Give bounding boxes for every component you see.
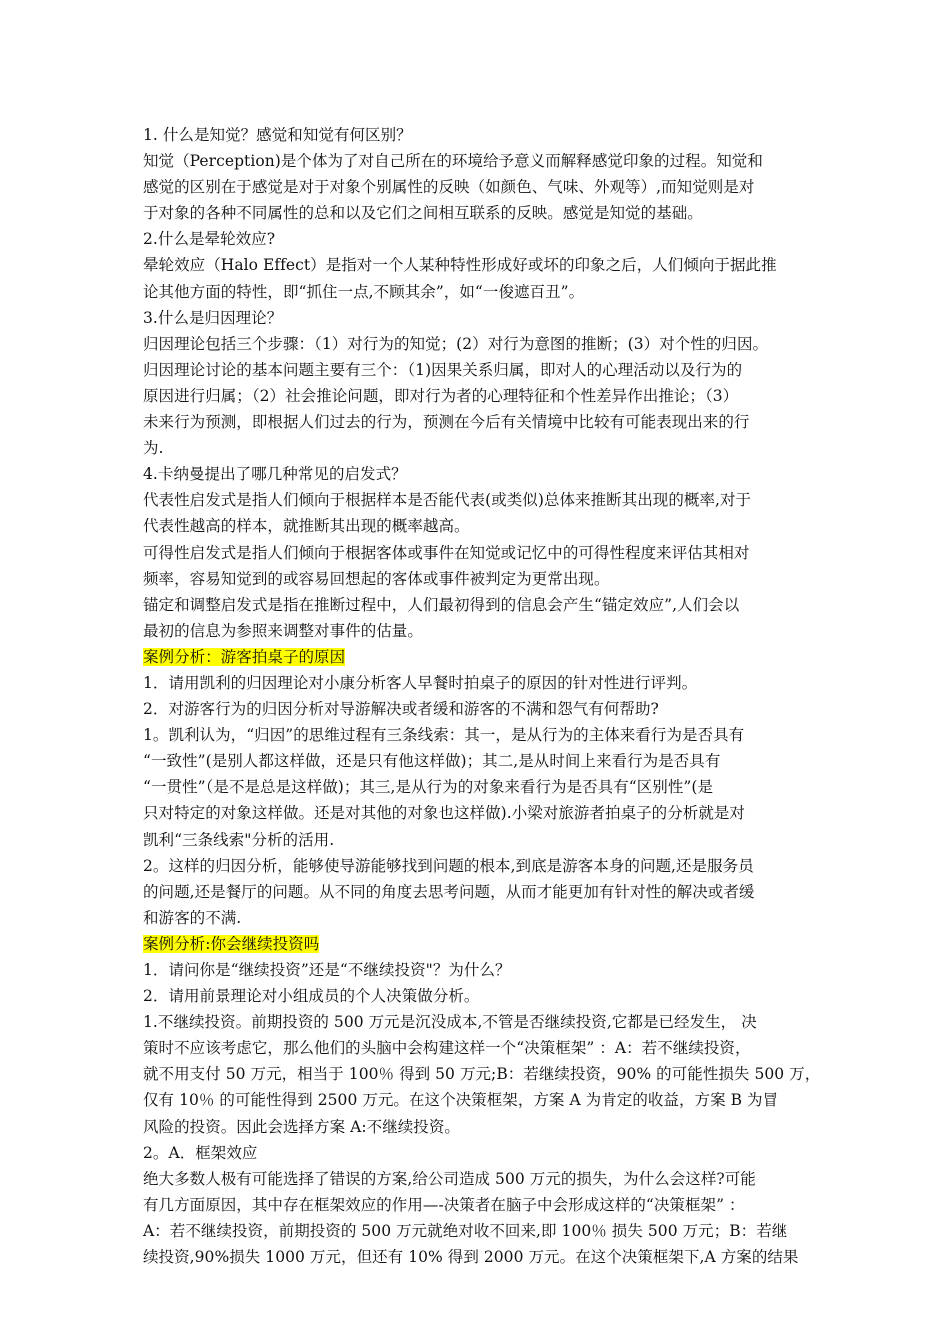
text-line: 就不用支付 50 万元，相当于 100％ 得到 50 万元;B：若继续投资，90% 的可能性损失 500 万， (143, 1065, 821, 1084)
text-line: 1．请问你是“继续投资”还是“不继续投资"？为什么？ (143, 961, 511, 979)
section-heading (143, 931, 813, 957)
text-line: 只对特定的对象这样做。还是对其他的对象也这样做).小梁对旅游者拍桌子的分析就是对 (143, 804, 745, 823)
text-line: 绝大多数人极有可能选择了错误的方案,给公司造成 500 万元的损失，为什么会这样?可能 (143, 1169, 756, 1188)
text-line: 3.什么是归因理论？ (143, 308, 283, 327)
text-line: 1.不继续投资。前期投资的 500 万元是沉没成本,不管是否继续投资,它都是已经发生， 决 (143, 1013, 757, 1032)
text-line: 代表性启发式是指人们倾向于根据样本是否能代表(或类似)总体来推断其出现的概率,对于 (143, 491, 752, 510)
text-line: 代表性越高的样本，就推断其出现的概率越高。 (143, 517, 470, 536)
text-line: 知觉（Perception)是个体为了对自己所在的环境给予意义而解释感觉印象的过程。知觉和 (143, 152, 763, 171)
text-line: 归因理论包括三个步骤：（1）对行为的知觉；(2）对行为意图的推断；(3）对个性的归因。 (143, 334, 769, 353)
text-line: 续投资,90%损失 1000 万元，但还有 10% 得到 2000 万元。在这个决策框架下,A 方案的结果 (143, 1248, 799, 1267)
text-line: 1。凯利认为，“归因”的思维过程有三条线索：其一，是从行为的主体来看行为是否具有 (143, 726, 745, 745)
text-line: “一致性”(是别人都这样做，还是只有他这样做)；其二,是从时间上来看行为是否具有 (143, 752, 721, 771)
highlighted-text: 案例分析：游客拍桌子的原因 (143, 647, 346, 666)
text-line: A：若不继续投资，前期投资的 500 万元就绝对收不回来,即 100％ 损失 500 万元；B：若继 (143, 1221, 788, 1240)
text-line: 为. (143, 439, 164, 458)
text-line: 4.卡纳曼提出了哪几种常见的启发式？ (143, 465, 407, 484)
text-line: 策时不应该考虑它，那么他们的头脑中会构建这样一个“决策框架” ：A：若不继续投资， (143, 1039, 751, 1058)
text-line: 1. 什么是知觉？感觉和知觉有何区别？ (143, 126, 412, 144)
text-line: 晕轮效应（Halo Effect）是指对一个人某种特性形成好或坏的印象之后，人们倾向于据此推 (143, 256, 777, 275)
text-line: 锚定和调整启发式是指在推断过程中，人们最初得到的信息会产生“锚定效应”,人们会以 (143, 595, 740, 614)
text-line: 的问题,还是餐厅的问题。从不同的角度去思考问题，从而才能更加有针对性的解决或者缓 (143, 882, 755, 901)
text-line: 2．对游客行为的归因分析对导游解决或者缓和游客的不满和怨气有何帮助? (143, 700, 659, 719)
text-line: 风险的投资。因此会选择方案 A:不继续投资。 (143, 1117, 460, 1136)
text-line: 1．请用凯利的归因理论对小康分析客人早餐时拍桌子的原因的针对性进行评判。 (143, 673, 698, 692)
text-line: 2。这样的归因分析，能够使导游能够找到问题的根本,到底是游客本身的问题,还是服务员 (143, 856, 754, 875)
text-line: 可得性启发式是指人们倾向于根据客体或事件在知觉或记忆中的可得性程度来评估其相对 (143, 543, 750, 562)
text-line: 未来行为预测，即根据人们过去的行为，预测在今后有关情境中比较有可能表现出来的行 (143, 413, 750, 432)
text-line: 论其他方面的特性，即“抓住一点,不顾其余”，如“一俊遮百丑”。 (143, 282, 585, 301)
text-line: 有几方面原因，其中存在框架效应的作用—-决策者在脑子中会形成这样的“决策框架” ： (143, 1195, 745, 1214)
section-heading (143, 644, 813, 670)
text-line: 和游客的不满. (143, 908, 242, 927)
text-line: 感觉的区别在于感觉是对于对象个别属性的反映（如颜色、气味、外观等）,而知觉则是对 (143, 178, 755, 197)
text-line: 于对象的各种不同属性的总和以及它们之间相互联系的反映。感觉是知觉的基础。 (143, 204, 703, 223)
text-line: 凯利“三条线索"分析的活用. (143, 830, 335, 849)
text-line: 频率，容易知觉到的或容易回想起的客体或事件被判定为更常出现。 (143, 569, 610, 588)
text-line: 归因理论讨论的基本问题主要有三个：（1)因果关系归属，即对人的心理活动以及行为的 (143, 360, 743, 379)
text-line: 原因进行归属；（2）社会推论问题，即对行为者的心理特征和个性差异作出推论；（3） (143, 386, 739, 405)
text-line: 2．请用前景理论对小组成员的个人决策做分析。 (143, 987, 480, 1006)
document-page (143, 122, 821, 1270)
text-line: 2。A．框架效应 (143, 1143, 258, 1162)
text-line: 2.什么是晕轮效应? (143, 230, 276, 249)
text-line: 最初的信息为参照来调整对事件的估量。 (143, 621, 423, 640)
text-line: “一贯性”（是不是总是这样做)；其三,是从行为的对象来看行为是否具有“区别性”(是 (143, 778, 714, 797)
text-line: 仅有 10％ 的可能性得到 2500 万元。在这个决策框架，方案 A 为肯定的收益，方案 B 为冒 (143, 1091, 779, 1110)
highlighted-text: 案例分析:你会继续投资吗 (143, 934, 320, 953)
